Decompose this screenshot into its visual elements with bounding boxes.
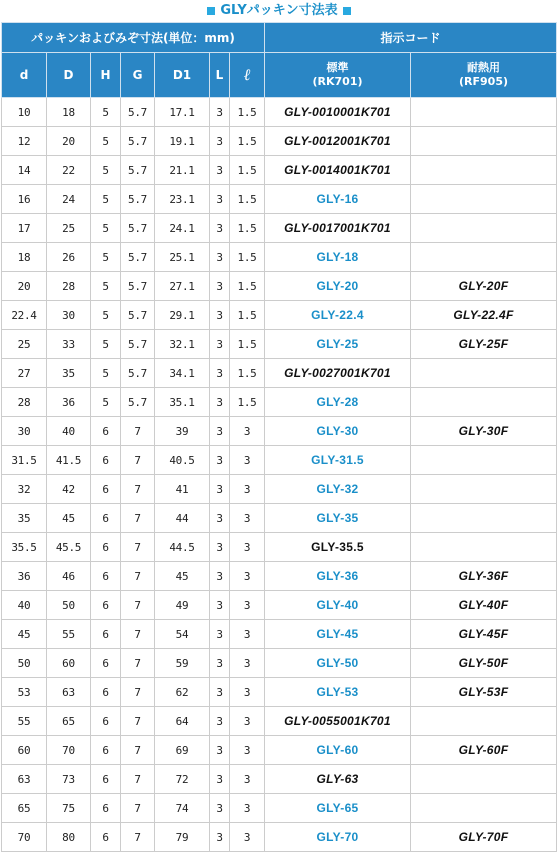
standard-sublabel: (RK701) [312,75,363,88]
cell-d: 14 [2,156,47,185]
cell-G: 5.7 [121,156,155,185]
standard-code[interactable]: GLY-16 [265,185,411,214]
cell-D: 65 [47,707,91,736]
standard-code: GLY-35.5 [265,533,411,562]
table-row [2,446,557,475]
cell-l: 3 [230,823,265,852]
cell-H: 5 [91,156,121,185]
heat-code: GLY-53F [411,678,557,707]
cell-G: 7 [121,562,155,591]
table-row [2,736,557,765]
cell-l: 3 [230,533,265,562]
cell-D1: 64 [155,707,210,736]
cell-d: 70 [2,823,47,852]
cell-G: 7 [121,649,155,678]
cell-H: 5 [91,301,121,330]
cell-H: 6 [91,678,121,707]
heat-code: GLY-25F [411,330,557,359]
cell-D1: 19.1 [155,127,210,156]
cell-l: 1.5 [230,359,265,388]
column-header: d [2,53,47,98]
heat-code [411,185,557,214]
cell-D: 41.5 [47,446,91,475]
cell-D1: 23.1 [155,185,210,214]
cell-l: 1.5 [230,272,265,301]
cell-G: 7 [121,446,155,475]
cell-D1: 34.1 [155,359,210,388]
standard-code: GLY-0017001K701 [265,214,411,243]
standard-code[interactable]: GLY-60 [265,736,411,765]
table-row [2,794,557,823]
standard-code[interactable]: GLY-20 [265,272,411,301]
standard-code[interactable]: GLY-53 [265,678,411,707]
cell-L: 3 [210,823,230,852]
cell-L: 3 [210,707,230,736]
table-row [2,649,557,678]
table-row [2,98,557,127]
cell-l: 1.5 [230,185,265,214]
cell-d: 30 [2,417,47,446]
cell-L: 3 [210,98,230,127]
heat-code [411,504,557,533]
cell-D: 35 [47,359,91,388]
cell-d: 16 [2,185,47,214]
cell-l: 1.5 [230,330,265,359]
cell-l: 1.5 [230,98,265,127]
cell-d: 35.5 [2,533,47,562]
cell-D: 45.5 [47,533,91,562]
cell-L: 3 [210,765,230,794]
standard-code: GLY-0012001K701 [265,127,411,156]
table-row [2,475,557,504]
cell-G: 7 [121,736,155,765]
heat-code [411,156,557,185]
heat-code [411,765,557,794]
cell-G: 7 [121,533,155,562]
cell-l: 3 [230,446,265,475]
cell-D1: 41 [155,475,210,504]
column-header: G [121,53,155,98]
cell-l: 3 [230,649,265,678]
standard-code[interactable]: GLY-31.5 [265,446,411,475]
cell-G: 5.7 [121,272,155,301]
cell-D1: 27.1 [155,272,210,301]
cell-D: 46 [47,562,91,591]
table-row [2,330,557,359]
heat-code [411,707,557,736]
cell-d: 40 [2,591,47,620]
cell-D1: 24.1 [155,214,210,243]
cell-H: 6 [91,504,121,533]
cell-d: 60 [2,736,47,765]
cell-H: 6 [91,736,121,765]
cell-d: 28 [2,388,47,417]
cell-l: 3 [230,504,265,533]
heat-code: GLY-30F [411,417,557,446]
heat-sublabel: (RF905) [459,75,509,88]
cell-L: 3 [210,388,230,417]
cell-l: 3 [230,562,265,591]
heat-code [411,214,557,243]
cell-D: 80 [47,823,91,852]
cell-L: 3 [210,330,230,359]
standard-code[interactable]: GLY-35 [265,504,411,533]
table-row [2,272,557,301]
table-row [2,301,557,330]
cell-d: 65 [2,794,47,823]
cell-D1: 54 [155,620,210,649]
cell-l: 3 [230,475,265,504]
cell-G: 7 [121,620,155,649]
square-bullet-icon [343,7,351,15]
heat-label: 耐熱用 [467,61,500,74]
table-row [2,620,557,649]
cell-L: 3 [210,562,230,591]
cell-D1: 17.1 [155,98,210,127]
cell-d: 22.4 [2,301,47,330]
cell-H: 6 [91,649,121,678]
heat-code: GLY-20F [411,272,557,301]
table-row [2,388,557,417]
table-row [2,127,557,156]
cell-G: 7 [121,591,155,620]
cell-G: 5.7 [121,359,155,388]
cell-L: 3 [210,620,230,649]
dimension-group-header: パッキンおよびみぞ寸法(単位：mm) [2,23,265,53]
heat-code [411,533,557,562]
standard-code[interactable]: GLY-36 [265,562,411,591]
standard-code[interactable]: GLY-65 [265,794,411,823]
cell-D: 73 [47,765,91,794]
cell-H: 6 [91,620,121,649]
standard-code: GLY-0055001K701 [265,707,411,736]
cell-H: 6 [91,823,121,852]
table-row [2,591,557,620]
standard-code[interactable]: GLY-70 [265,823,411,852]
heat-code: GLY-60F [411,736,557,765]
cell-H: 6 [91,591,121,620]
page-title-text: GLYパッキン寸法表 [220,3,338,18]
cell-d: 55 [2,707,47,736]
cell-D1: 25.1 [155,243,210,272]
standard-code[interactable]: GLY-32 [265,475,411,504]
standard-code: GLY-0027001K701 [265,359,411,388]
heat-code [411,127,557,156]
cell-H: 6 [91,446,121,475]
heat-code [411,388,557,417]
cell-d: 50 [2,649,47,678]
cell-l: 3 [230,794,265,823]
table-row [2,359,557,388]
cell-G: 7 [121,475,155,504]
table-row [2,765,557,794]
table-row [2,533,557,562]
cell-d: 31.5 [2,446,47,475]
cell-D: 33 [47,330,91,359]
table-row [2,156,557,185]
cell-G: 7 [121,765,155,794]
heat-code [411,98,557,127]
cell-H: 5 [91,388,121,417]
cell-l: 1.5 [230,243,265,272]
cell-l: 1.5 [230,214,265,243]
cell-D: 50 [47,591,91,620]
cell-H: 5 [91,243,121,272]
heat-code [411,475,557,504]
cell-D1: 49 [155,591,210,620]
table-body [2,98,557,852]
heat-code: GLY-22.4F [411,301,557,330]
cell-D: 20 [47,127,91,156]
cell-L: 3 [210,243,230,272]
column-header: D1 [155,53,210,98]
cell-l: 3 [230,736,265,765]
cell-D1: 72 [155,765,210,794]
table-row [2,185,557,214]
standard-code[interactable]: GLY-25 [265,330,411,359]
cell-G: 5.7 [121,185,155,214]
heat-code [411,243,557,272]
cell-D: 70 [47,736,91,765]
cell-L: 3 [210,214,230,243]
standard-code: GLY-63 [265,765,411,794]
square-bullet-icon [207,7,215,15]
cell-L: 3 [210,185,230,214]
cell-L: 3 [210,678,230,707]
cell-H: 5 [91,330,121,359]
cell-d: 63 [2,765,47,794]
page-title [0,0,558,22]
column-header: L [210,53,230,98]
table-row [2,504,557,533]
cell-l: 3 [230,591,265,620]
cell-G: 5.7 [121,301,155,330]
cell-G: 7 [121,823,155,852]
cell-d: 35 [2,504,47,533]
table-row [2,707,557,736]
cell-D: 42 [47,475,91,504]
cell-G: 7 [121,794,155,823]
cell-G: 5.7 [121,388,155,417]
cell-l: 1.5 [230,127,265,156]
table-row [2,243,557,272]
cell-L: 3 [210,736,230,765]
cell-D1: 35.1 [155,388,210,417]
standard-code[interactable]: GLY-45 [265,620,411,649]
cell-l: 3 [230,678,265,707]
code-group-header: 指示コード [265,23,557,53]
cell-d: 53 [2,678,47,707]
cell-l: 1.5 [230,388,265,417]
table-row [2,417,557,446]
cell-H: 6 [91,533,121,562]
heat-column-header [411,53,557,98]
heat-code: GLY-45F [411,620,557,649]
column-header: H [91,53,121,98]
cell-D: 24 [47,185,91,214]
cell-D: 63 [47,678,91,707]
cell-D1: 39 [155,417,210,446]
heat-code [411,794,557,823]
cell-L: 3 [210,417,230,446]
cell-l: 3 [230,707,265,736]
cell-d: 27 [2,359,47,388]
cell-D: 36 [47,388,91,417]
standard-code[interactable]: GLY-30 [265,417,411,446]
table-row [2,562,557,591]
cell-D: 25 [47,214,91,243]
cell-H: 6 [91,765,121,794]
standard-code[interactable]: GLY-40 [265,591,411,620]
cell-l: 1.5 [230,156,265,185]
cell-D1: 79 [155,823,210,852]
cell-D1: 29.1 [155,301,210,330]
cell-L: 3 [210,649,230,678]
cell-D: 28 [47,272,91,301]
cell-L: 3 [210,127,230,156]
cell-L: 3 [210,591,230,620]
cell-H: 5 [91,359,121,388]
cell-l: 1.5 [230,301,265,330]
heat-code: GLY-50F [411,649,557,678]
cell-D1: 74 [155,794,210,823]
heat-code [411,359,557,388]
cell-D: 22 [47,156,91,185]
table-row [2,823,557,852]
cell-H: 5 [91,272,121,301]
standard-code[interactable]: GLY-18 [265,243,411,272]
cell-D: 60 [47,649,91,678]
cell-H: 5 [91,127,121,156]
cell-H: 5 [91,185,121,214]
cell-L: 3 [210,446,230,475]
cell-L: 3 [210,533,230,562]
column-header: D [47,53,91,98]
standard-code[interactable]: GLY-22.4 [265,301,411,330]
cell-d: 25 [2,330,47,359]
cell-H: 6 [91,794,121,823]
cell-L: 3 [210,794,230,823]
cell-l: 3 [230,620,265,649]
cell-G: 5.7 [121,98,155,127]
cell-d: 10 [2,98,47,127]
cell-D: 30 [47,301,91,330]
heat-code: GLY-70F [411,823,557,852]
cell-D1: 32.1 [155,330,210,359]
cell-d: 12 [2,127,47,156]
cell-H: 6 [91,707,121,736]
cell-L: 3 [210,475,230,504]
cell-d: 20 [2,272,47,301]
heat-code [411,446,557,475]
cell-D: 55 [47,620,91,649]
cell-D1: 62 [155,678,210,707]
cell-D1: 40.5 [155,446,210,475]
heat-code: GLY-40F [411,591,557,620]
cell-L: 3 [210,504,230,533]
standard-code: GLY-0010001K701 [265,98,411,127]
cell-l: 3 [230,765,265,794]
cell-D: 45 [47,504,91,533]
cell-H: 5 [91,214,121,243]
cell-D1: 44.5 [155,533,210,562]
cell-d: 36 [2,562,47,591]
cell-D: 18 [47,98,91,127]
cell-d: 18 [2,243,47,272]
heat-code: GLY-36F [411,562,557,591]
cell-D1: 44 [155,504,210,533]
cell-G: 5.7 [121,330,155,359]
cell-G: 5.7 [121,214,155,243]
cell-L: 3 [210,359,230,388]
column-header: ℓ [230,53,265,98]
packing-size-table [1,22,557,852]
cell-d: 17 [2,214,47,243]
cell-D1: 21.1 [155,156,210,185]
cell-G: 5.7 [121,127,155,156]
cell-H: 6 [91,417,121,446]
cell-H: 6 [91,475,121,504]
cell-L: 3 [210,301,230,330]
cell-H: 6 [91,562,121,591]
cell-L: 3 [210,156,230,185]
table-row [2,214,557,243]
cell-G: 7 [121,417,155,446]
table-row [2,678,557,707]
cell-d: 45 [2,620,47,649]
cell-H: 5 [91,98,121,127]
cell-D1: 45 [155,562,210,591]
cell-G: 7 [121,707,155,736]
cell-G: 7 [121,504,155,533]
cell-L: 3 [210,272,230,301]
cell-D1: 69 [155,736,210,765]
cell-G: 7 [121,678,155,707]
standard-label: 標準 [326,61,349,74]
standard-code[interactable]: GLY-50 [265,649,411,678]
cell-l: 3 [230,417,265,446]
cell-D: 40 [47,417,91,446]
cell-d: 32 [2,475,47,504]
standard-column-header [265,53,411,98]
cell-D1: 59 [155,649,210,678]
cell-D: 26 [47,243,91,272]
standard-code: GLY-0014001K701 [265,156,411,185]
cell-D: 75 [47,794,91,823]
cell-G: 5.7 [121,243,155,272]
standard-code[interactable]: GLY-28 [265,388,411,417]
